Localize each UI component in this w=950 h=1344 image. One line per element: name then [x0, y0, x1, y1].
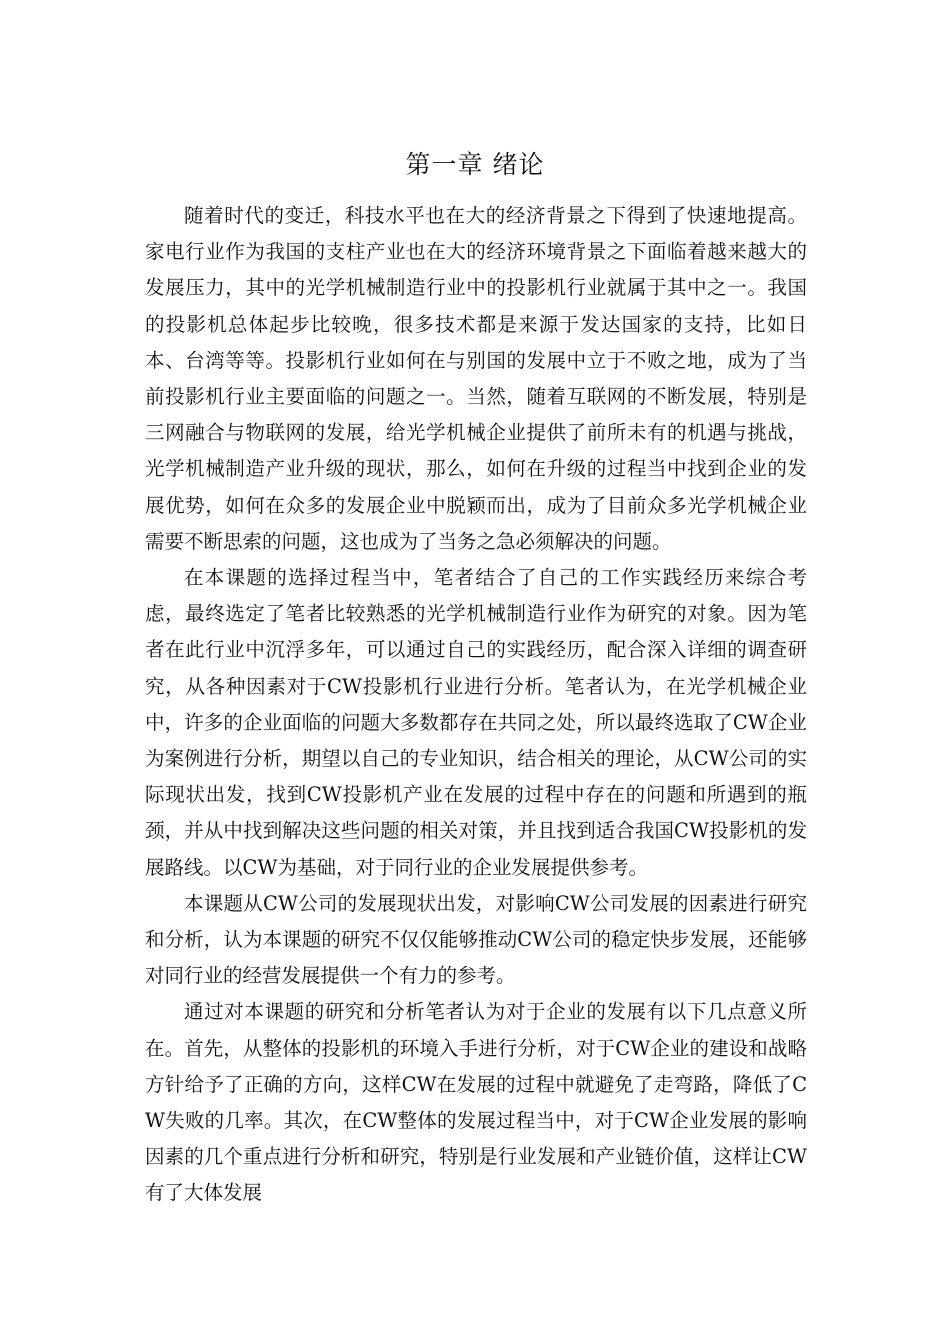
chapter-title: 第一章 绪论 [405, 150, 545, 179]
paragraph-2: 在本课题的选择过程当中，笔者结合了自己的工作实践经历来综合考虑，最终选定了笔者比较熟悉的光学机械制造行业作为研究的对象。因为笔者在此行业中沉浮多年，可以通过自己的实践经历，配合深入详细的调查研究，从各种因素对于CW投影机行业进行分析。笔者认为，在光学机械企业中，许多的企业面临的问题大多数都存在共同之处，所以最终选取了CW企业为案例进行分析，期望以自己的专业知识，结合相关的理论，从CW公司的实际现状出发，找到CW投影机产业在发展的过程中存在的问题和所遇到的瓶颈，并从中找到解决这些问题的相关对策，并且找到适合我国CW投影机的发展路线。以CW为基础，对于同行业的企业发展提供参考。 [145, 566, 807, 879]
body-text [145, 198, 807, 1212]
paragraph-4: 通过对本课题的研究和分析笔者认为对于企业的发展有以下几点意义所在。首先，从整体的投影机的环境入手进行分析，对于CW企业的建设和战略方针给予了正确的方向，这样CW在发展的过程中就避免了走弯路，降低了CW失败的几率。其次，在CW整体的发展过程当中，对于CW企业发展的影响因素的几个重点进行分析和研究，特别是行业发展和产业链价值，这样让CW有了大体发展 [145, 1000, 807, 1205]
paragraph-3: 本课题从CW公司的发展现状出发，对影响CW公司发展的因素进行研究和分析，认为本课题的研究不仅仅能够推动CW公司的稳定快步发展，还能够对同行业的经营发展提供一个有力的参考。 [145, 891, 807, 988]
paragraph-1: 随着时代的变迁，科技水平也在大的经济背景之下得到了快速地提高。家电行业作为我国的支柱产业也在大的经济环境背景之下面临着越来越大的发展压力，其中的光学机械制造行业中的投影机行业就属于其中之一。我国的投影机总体起步比较晚，很多技术都是来源于发达国家的支持，比如日本、台湾等等。投影机行业如何在与别国的发展中立于不败之地，成为了当前投影机行业主要面临的问题之一。当然，随着互联网的不断发展，特别是三网融合与物联网的发展，给光学机械企业提供了前所未有的机遇与挑战，光学机械制造产业升级的现状，那么，如何在升级的过程当中找到企业的发展优势，如何在众多的发展企业中脱颖而出，成为了目前众多光学机械企业需要不断思索的问题，这也成为了当务之急必须解决的问题。 [145, 204, 807, 553]
